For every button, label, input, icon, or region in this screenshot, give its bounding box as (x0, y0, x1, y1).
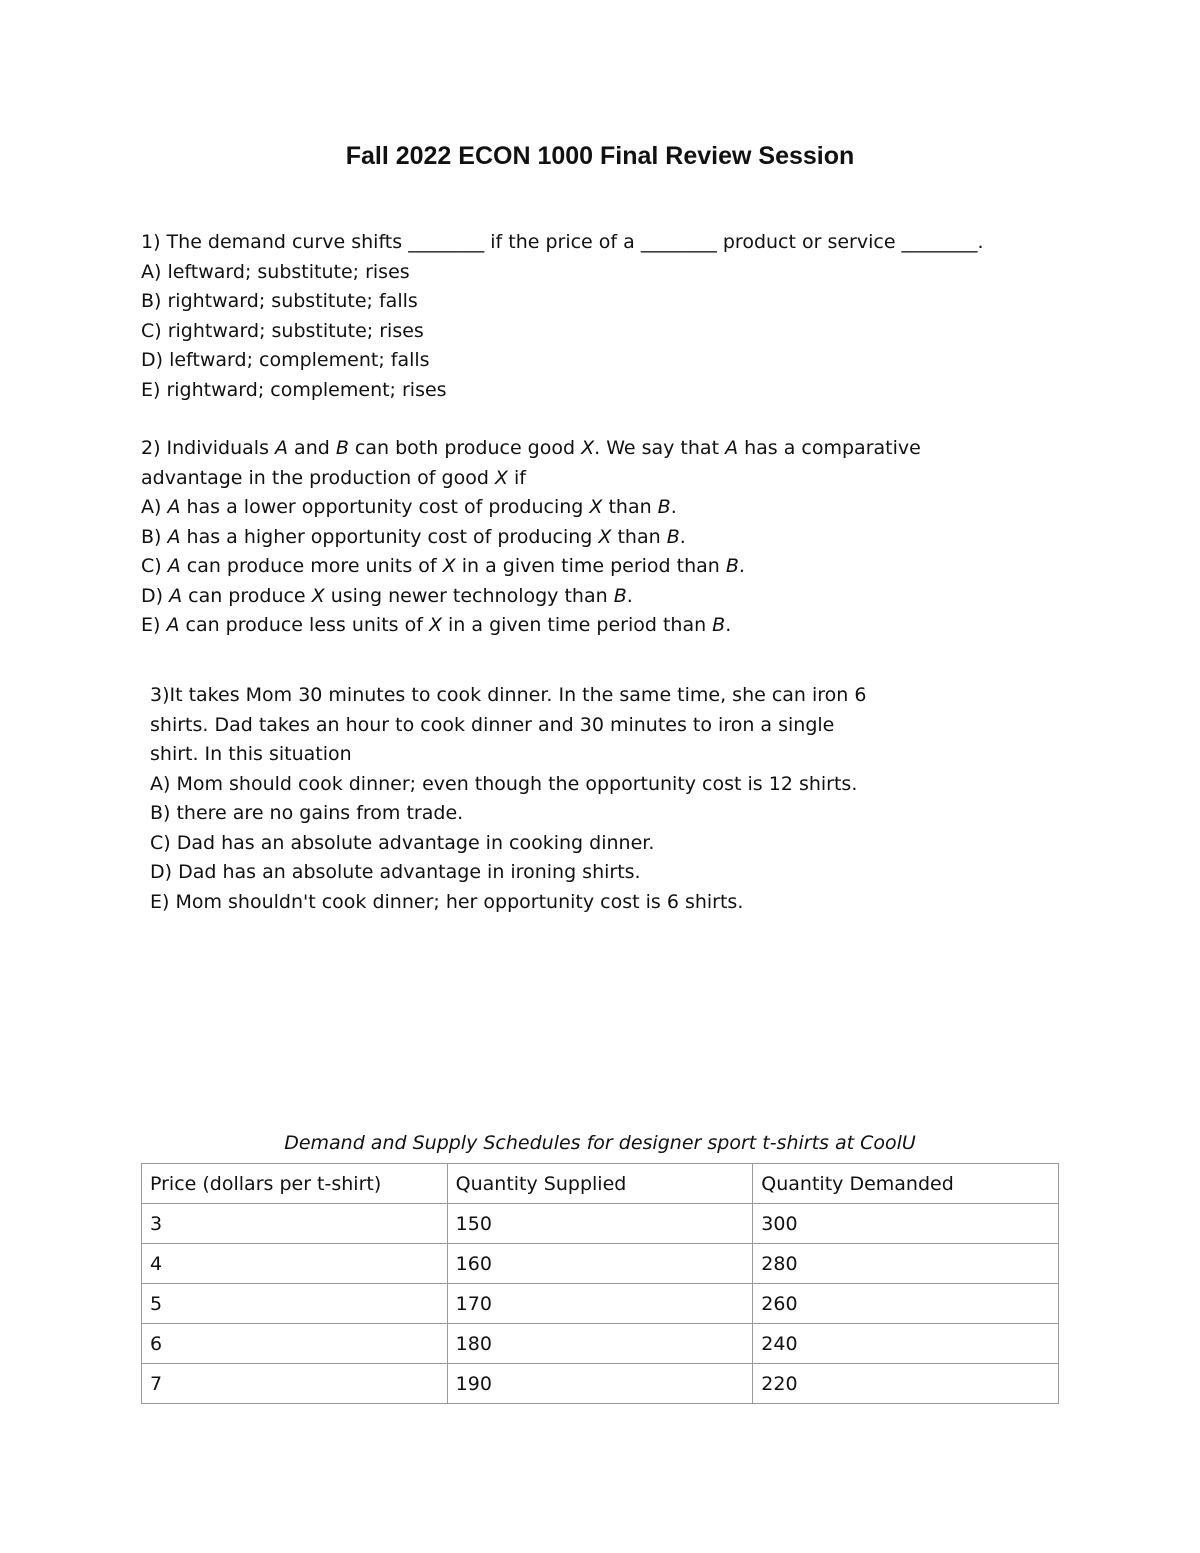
cell-price: 6 (142, 1324, 448, 1364)
question-1-option-e: E) rightward; complement; rises (141, 378, 447, 401)
table-header-row (142, 1164, 1059, 1204)
header-quantity-demanded: Quantity Demanded (753, 1164, 1059, 1204)
cell-quantity-supplied: 160 (447, 1244, 753, 1284)
cell-price: 3 (142, 1204, 448, 1244)
table-caption: Demand and Supply Schedules for designer sport t-shirts at CoolU (284, 1132, 916, 1154)
cell-quantity-supplied: 180 (447, 1324, 753, 1364)
question-2-stem-line-2: advantage in the production of good X if (141, 466, 526, 489)
table-row (142, 1204, 1059, 1244)
cell-quantity-demanded: 260 (753, 1284, 1059, 1324)
table-row (142, 1244, 1059, 1284)
question-3-option-d: D) Dad has an absolute advantage in ironing shirts. (150, 861, 641, 883)
cell-quantity-demanded: 300 (753, 1204, 1059, 1244)
question-3 (150, 681, 866, 917)
question-1-stem: 1) The demand curve shifts ________ if the price of a ________ product or service ________. (141, 231, 984, 253)
header-price: Price (dollars per t-shirt) (142, 1164, 448, 1204)
question-2 (141, 434, 921, 641)
table-row (142, 1364, 1059, 1404)
question-2-option-b: B) A has a higher opportunity cost of producing X than B. (141, 525, 686, 548)
question-3-option-c: C) Dad has an absolute advantage in cooking dinner. (150, 831, 655, 854)
cell-quantity-demanded: 220 (753, 1364, 1059, 1404)
question-2-stem-line-1: 2) Individuals A and B can both produce good X. We say that A has a comparative (141, 437, 921, 459)
table-row (142, 1324, 1059, 1364)
cell-price: 7 (142, 1364, 448, 1404)
cell-quantity-demanded: 240 (753, 1324, 1059, 1364)
header-quantity-supplied: Quantity Supplied (447, 1164, 753, 1204)
question-3-option-b: B) there are no gains from trade. (150, 802, 464, 824)
question-3-stem-line-3: shirt. In this situation (150, 743, 352, 765)
question-1-option-d: D) leftward; complement; falls (141, 349, 430, 371)
document-title: Fall 2022 ECON 1000 Final Review Session (345, 142, 855, 170)
question-1-option-a: A) leftward; substitute; rises (141, 260, 410, 283)
cell-quantity-demanded: 280 (753, 1244, 1059, 1284)
question-2-option-a: A) A has a lower opportunity cost of producing X than B. (141, 496, 677, 518)
cell-price: 5 (142, 1284, 448, 1324)
question-3-option-e: E) Mom shouldn't cook dinner; her opportunity cost is 6 shirts. (150, 890, 744, 913)
question-2-option-d: D) A can produce X using newer technology than B. (141, 584, 633, 607)
question-1 (141, 228, 984, 405)
cell-quantity-supplied: 190 (447, 1364, 753, 1404)
cell-quantity-supplied: 150 (447, 1204, 753, 1244)
question-2-option-c: C) A can produce more units of X in a given time period than B. (141, 555, 745, 577)
cell-quantity-supplied: 170 (447, 1284, 753, 1324)
demand-supply-table (141, 1163, 1059, 1404)
question-3-option-a: A) Mom should cook dinner; even though the opportunity cost is 12 shirts. (150, 772, 858, 795)
question-3-stem-line-2: shirts. Dad takes an hour to cook dinner and 30 minutes to iron a single (150, 713, 835, 736)
question-2-option-e: E) A can produce less units of X in a given time period than B. (141, 614, 732, 636)
question-3-stem-line-1: 3)It takes Mom 30 minutes to cook dinner. In the same time, she can iron 6 (150, 684, 867, 706)
question-1-option-b: B) rightward; substitute; falls (141, 290, 418, 312)
cell-price: 4 (142, 1244, 448, 1284)
question-1-option-c: C) rightward; substitute; rises (141, 319, 424, 342)
table-row (142, 1284, 1059, 1324)
